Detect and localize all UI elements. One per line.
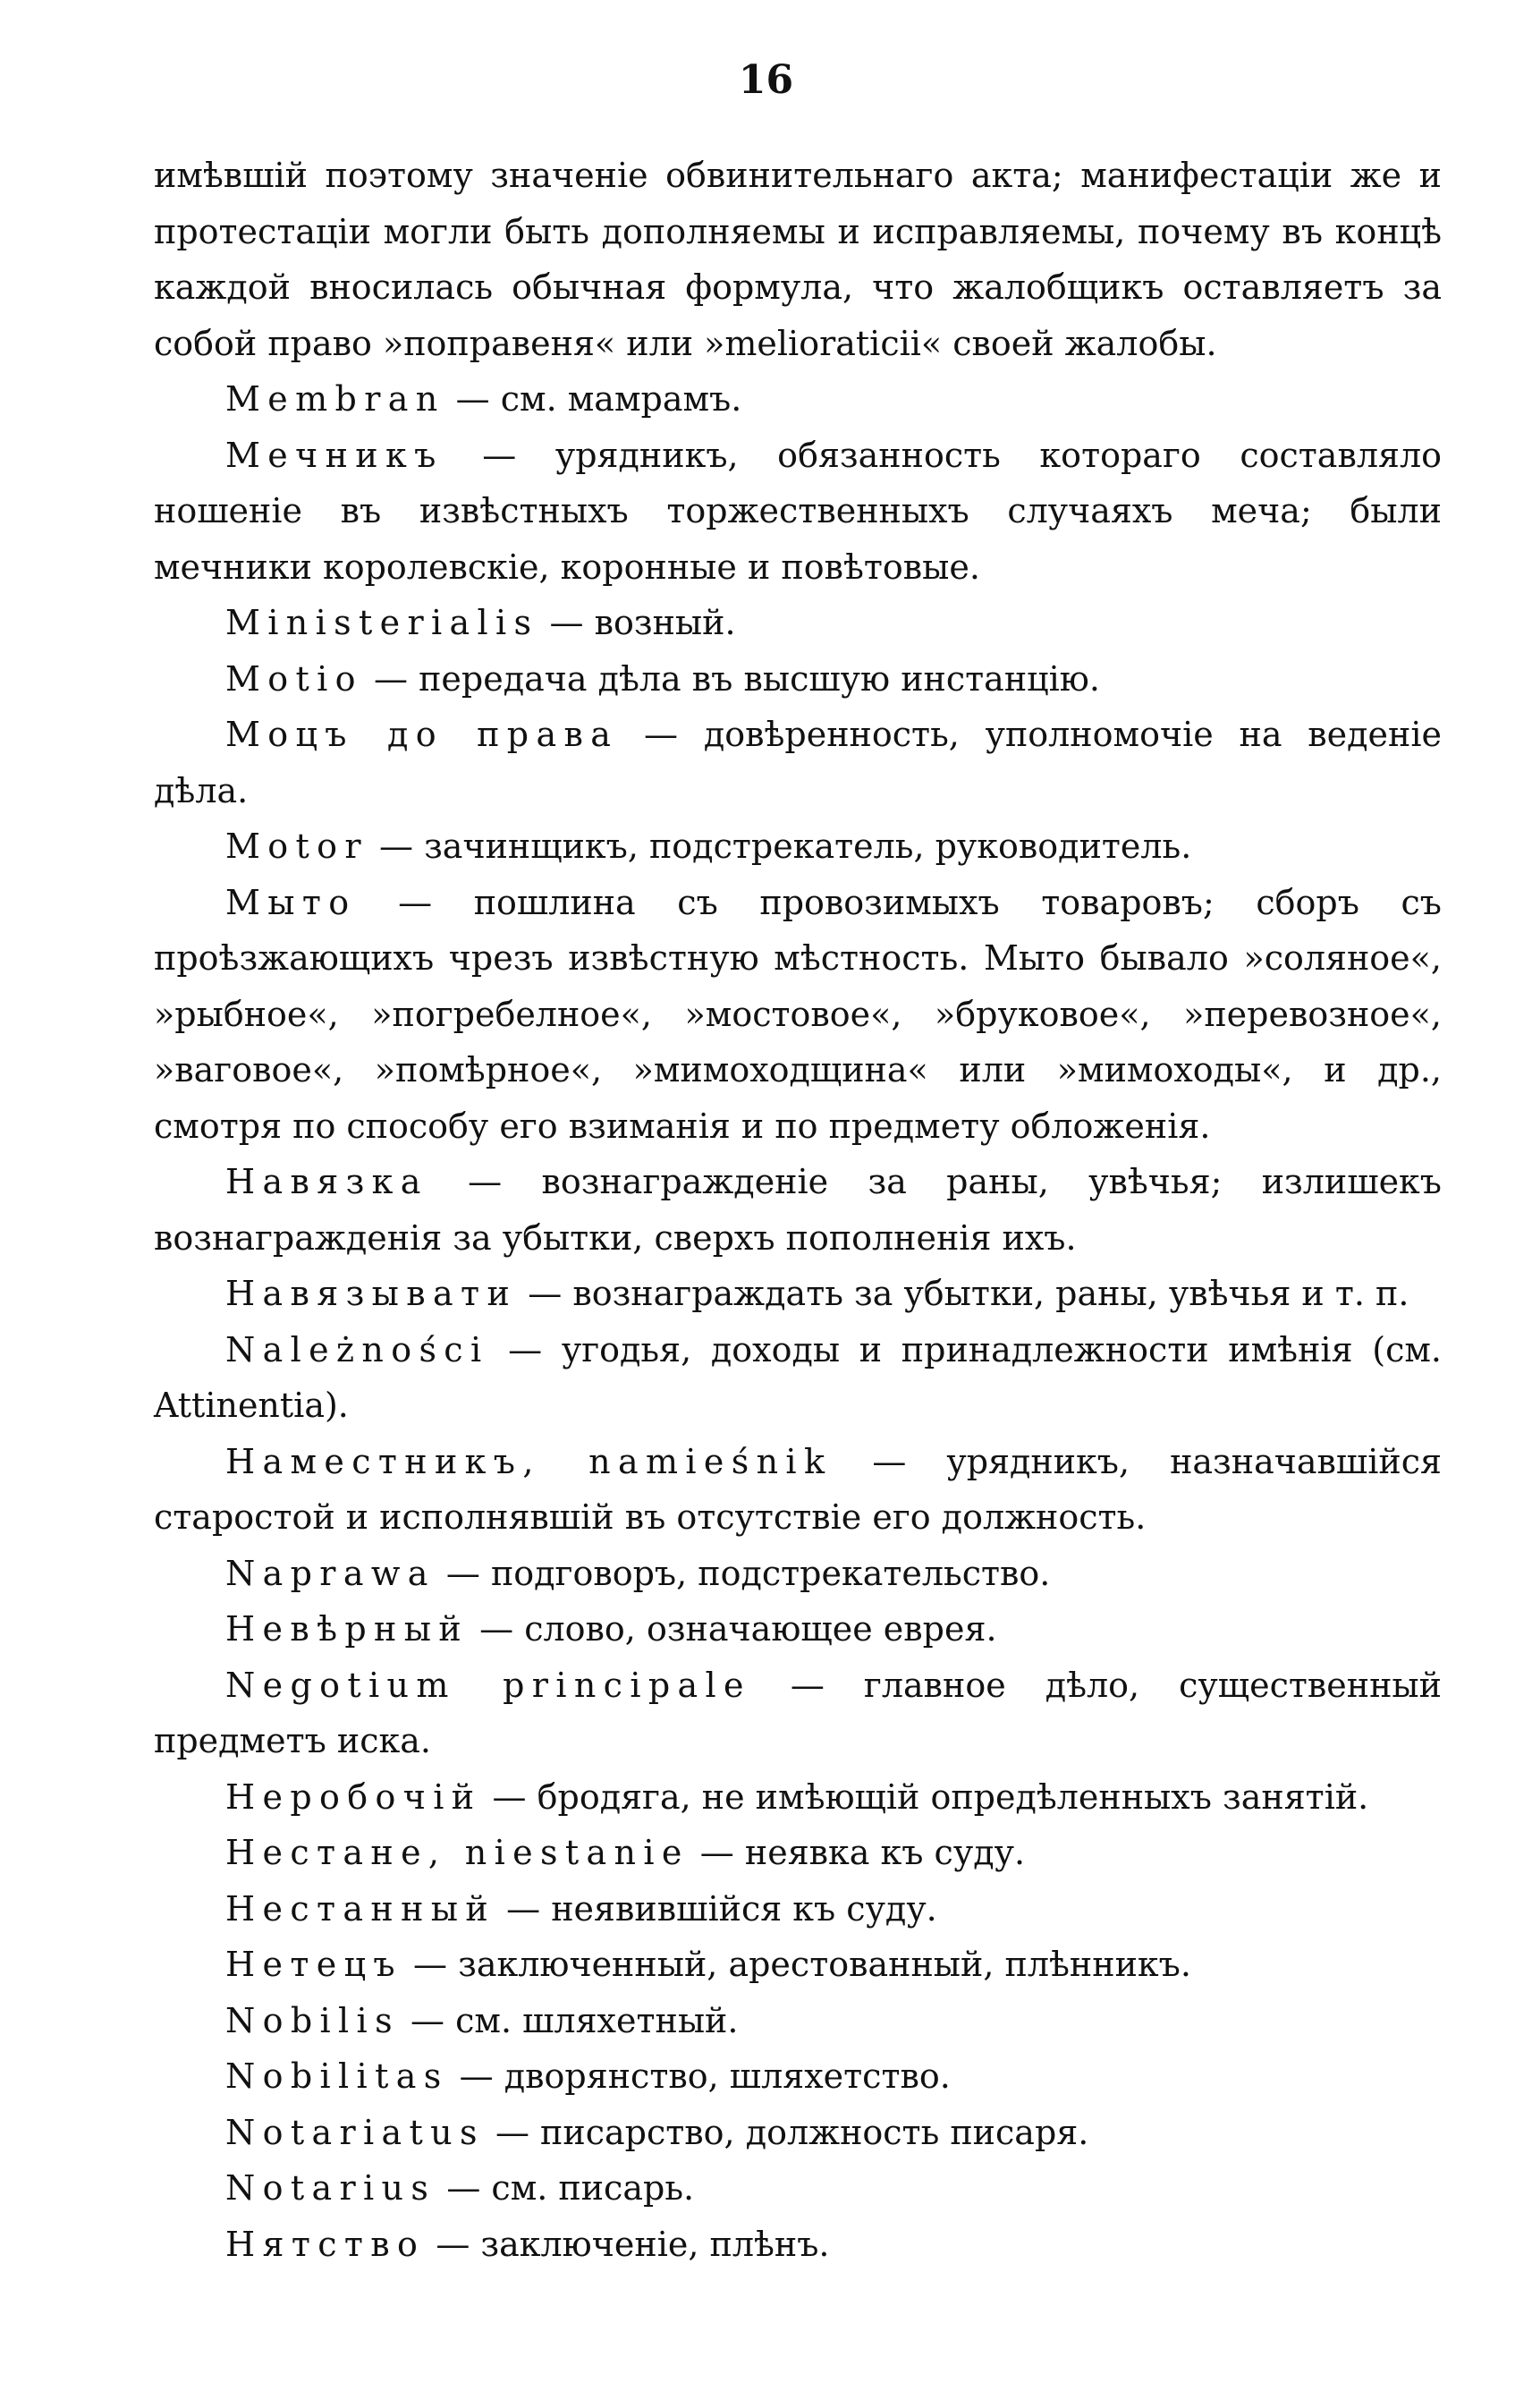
entry-naprawa (154, 1546, 1442, 1602)
entry-definition: вознагражденіе за раны, увѣчья; излишекъ вознагражденія за убытки, сверхъ пополненія ихъ. (154, 1162, 1442, 1258)
entry-term: Наместникъ, namieśnik (225, 1441, 833, 1481)
entry-definition: главное дѣло, существенный предметъ иска. (154, 1665, 1442, 1760)
entry-definition: угодья, доходы и принадлежности имѣнія (см. Attinentia). (154, 1329, 1442, 1425)
entry-dash: — (495, 1888, 552, 1929)
glossary-text (154, 148, 1442, 2272)
entry-definition: пошлина съ провозимыхъ товаровъ; сборъ съ проѣзжающихъ чрезъ извѣстную мѣстность. Мыто бывало »соляное«, »рыбное«, »погребелное«, »мостовое«, »бруковое«, »перевозное«, »ваговое«, »помѣрное«, »мимоходщина« или »мимоходы«, и др., смотря по способу его взиманія и по предмету обложенія. (154, 882, 1442, 1146)
entry-term: Motor (225, 827, 368, 866)
entry-dash: — (362, 658, 419, 699)
entry-mots-do-prava (154, 707, 1442, 818)
entry-myto (154, 875, 1442, 1155)
entry-term: Motio (225, 658, 363, 699)
entry-term: Nobilis (225, 2000, 400, 2040)
entry-dash: — (689, 1833, 745, 1872)
entry-notariatus (154, 2105, 1442, 2161)
entry-term: Należności (225, 1329, 489, 1369)
entry-definition: слово, означающее еврея. (524, 1609, 997, 1649)
entry-motor (154, 818, 1442, 875)
entry-negotium-principale (154, 1658, 1442, 1769)
entry-dash: — (750, 1665, 864, 1705)
entry-membran (154, 371, 1442, 428)
entry-definition: заключеніе, плѣнъ. (480, 2224, 830, 2264)
entry-term: Notariatus (225, 2112, 485, 2152)
entry-dash: — (427, 1162, 542, 1201)
entry-term: Невѣрный (225, 1609, 470, 1649)
entry-navyazyvati (154, 1266, 1442, 1322)
entry-dash: — (832, 1441, 947, 1481)
entry-dash: — (444, 379, 501, 419)
entry-definition: см. писарь. (491, 2168, 695, 2208)
entry-definition: бродяга, не имѣющій опредѣленныхъ занятій. (537, 1776, 1369, 1817)
entry-dash: — (448, 2056, 504, 2096)
entry-term: Нестане, niestanie (225, 1833, 690, 1872)
entry-dash: — (368, 827, 425, 866)
entry-term: Nobilitas (225, 2056, 449, 2096)
entry-definition: заключенный, арестованный, плѣнникъ. (458, 1945, 1191, 1984)
entry-term: Нетецъ (225, 1945, 402, 1984)
entry-term: Нестанный (225, 1888, 496, 1929)
entry-dash: — (488, 1329, 562, 1369)
entry-dash: — (469, 1609, 525, 1649)
entry-dash: — (618, 715, 704, 754)
entry-term: Ministerialis (225, 603, 539, 642)
entry-term: Моцъ до права (225, 715, 619, 754)
entry-definition: довѣренность, уполномочіе на веденіе дѣла. (154, 715, 1442, 810)
entry-nestane (154, 1825, 1442, 1881)
entry-definition: возный. (594, 603, 736, 642)
entry-namestnik (154, 1434, 1442, 1546)
entry-definition: урядникъ, назначавшійся старостой и исполнявшій въ отсутствіе его должность. (154, 1441, 1442, 1537)
entry-dash: — (443, 435, 555, 475)
entry-dash: — (538, 603, 595, 642)
entry-term: Неробочій (225, 1776, 482, 1817)
entry-notarius (154, 2160, 1442, 2217)
entry-term: Навязывати (225, 1274, 518, 1313)
entry-term: Membran (225, 379, 445, 419)
entry-term: Мечникъ (225, 435, 444, 475)
entry-nyatstvo (154, 2217, 1442, 2273)
entry-motio (154, 651, 1442, 708)
entry-definition: см. шляхетный. (455, 2000, 739, 2040)
entry-navyazka (154, 1154, 1442, 1266)
entry-definition: передача дѣла въ высшую инстанцію. (419, 658, 1100, 699)
entry-dash: — (435, 1553, 491, 1593)
entry-mechnik (154, 428, 1442, 596)
entry-dash: — (484, 2112, 541, 2152)
entry-nestannyi (154, 1881, 1442, 1937)
entry-dash: — (517, 1274, 573, 1313)
entry-netets (154, 1937, 1442, 1993)
entry-dash: — (402, 1945, 459, 1984)
entry-definition: подговоръ, подстрекательство. (490, 1553, 1051, 1593)
entry-definition: дворянство, шляхетство. (504, 2056, 951, 2096)
entry-nevernyi (154, 1601, 1442, 1658)
entry-term: Навязка (225, 1162, 428, 1201)
entry-definition: неявившійся къ суду. (551, 1888, 937, 1929)
entry-definition: зачинщикъ, подстрекатель, руководитель. (424, 827, 1192, 866)
entry-term: Negotium principale (225, 1665, 751, 1705)
entry-dash: — (436, 2168, 492, 2208)
entry-naleznosci (154, 1322, 1442, 1434)
entry-definition: урядникъ, обязанность котораго составляло ношеніе въ извѣстныхъ торжественныхъ случаяхъ меча; были мечники королевскіе, коронные и повѣтовые. (154, 435, 1442, 587)
entry-nobilis (154, 1993, 1442, 2049)
entry-dash: — (399, 2000, 456, 2040)
entry-term: Notarius (225, 2168, 436, 2208)
entry-nobilitas (154, 2048, 1442, 2105)
intro-paragraph: имѣвшій поэтому значеніе обвинительнаго акта; манифестаціи же и протестаціи могли быть дополняемы и исправляемы, почему въ концѣ каждой вносилась обычная формула, что жалобщикъ оставляетъ за собой право »поправеня« или »melioraticii« своей жалобы. (154, 156, 1442, 363)
page-number: 16 (738, 57, 794, 103)
entry-definition: писарство, должность писаря. (540, 2112, 1089, 2152)
entry-dash: — (425, 2224, 481, 2264)
entry-term: Нятство (225, 2224, 426, 2264)
entry-term: Naprawa (225, 1553, 436, 1593)
entry-dash: — (481, 1776, 537, 1817)
entry-term: Мыто (225, 882, 357, 922)
entry-definition: вознаграждать за убытки, раны, увѣчья и т. п. (572, 1274, 1409, 1313)
entry-dash: — (356, 882, 474, 922)
entry-definition: см. мамрамъ. (500, 379, 742, 419)
entry-definition: неявка къ суду. (744, 1833, 1026, 1872)
entry-ministerialis (154, 595, 1442, 651)
entry-nerobochii (154, 1769, 1442, 1826)
